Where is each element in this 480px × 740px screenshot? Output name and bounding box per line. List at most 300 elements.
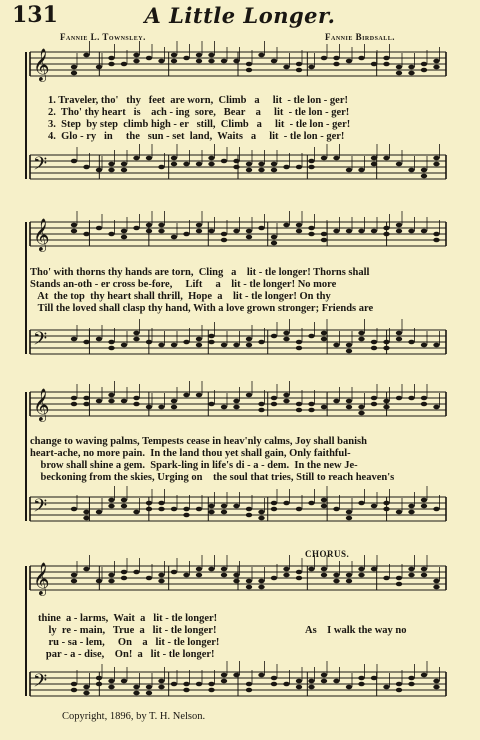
bass-note (408, 340, 414, 345)
treble-note (108, 56, 114, 61)
treble-note (208, 53, 214, 58)
treble-note (383, 399, 389, 404)
treble-note (308, 567, 314, 572)
treble-note (96, 579, 102, 584)
bass-note (333, 679, 339, 684)
bass-note (83, 691, 89, 696)
bass-note (321, 331, 327, 336)
bass-note (133, 691, 139, 696)
treble-note (396, 65, 402, 70)
bass-note (133, 331, 139, 336)
bass-note (171, 162, 177, 167)
bass-note (333, 507, 339, 512)
treble-note (296, 570, 302, 575)
bass-note (346, 343, 352, 348)
bass-note (183, 340, 189, 345)
treble-note (146, 56, 152, 61)
chorus-lyric: As I walk the way no (305, 625, 407, 636)
treble-note (183, 393, 189, 398)
treble-note (158, 223, 164, 228)
bass-note (83, 685, 89, 690)
bass-note (383, 156, 389, 161)
bass-note (371, 504, 377, 509)
bass-note (258, 168, 264, 173)
bass-note (321, 504, 327, 509)
bass-note (346, 516, 352, 521)
lyric-line: par - a - dise, On! a lit - tle longer! (38, 649, 215, 660)
treble-note (358, 567, 364, 572)
treble-note (296, 62, 302, 67)
treble-note (158, 405, 164, 410)
treble-note (196, 567, 202, 572)
treble-note (71, 229, 77, 234)
bass-note (358, 676, 364, 681)
treble-note (271, 402, 277, 407)
treble-note (171, 405, 177, 410)
bass-note (71, 682, 77, 687)
bass-note (408, 168, 414, 173)
bass-note (246, 337, 252, 342)
treble-note (258, 408, 264, 413)
treble-note (283, 399, 289, 404)
treble-note (308, 65, 314, 70)
bass-note (321, 337, 327, 342)
treble-note (233, 405, 239, 410)
treble-note (296, 402, 302, 407)
treble-note (433, 405, 439, 410)
bass-note (283, 682, 289, 687)
treble-note (121, 399, 127, 404)
treble-note (296, 576, 302, 581)
treble-note (396, 71, 402, 76)
treble-note (346, 229, 352, 234)
bass-note (108, 340, 114, 345)
treble-note (421, 402, 427, 407)
bass-note (358, 168, 364, 173)
treble-note (383, 405, 389, 410)
treble-note (146, 576, 152, 581)
treble-note (408, 71, 414, 76)
treble-note (321, 567, 327, 572)
treble-note (221, 232, 227, 237)
bass-note (396, 337, 402, 342)
bass-note (133, 685, 139, 690)
bass-note (196, 507, 202, 512)
bass-note (271, 682, 277, 687)
treble-note (246, 62, 252, 67)
treble-note (146, 229, 152, 234)
treble-note (383, 576, 389, 581)
bass-note (171, 343, 177, 348)
treble-note (283, 65, 289, 70)
treble-note (271, 241, 277, 246)
treble-note (271, 576, 277, 581)
treble-note (158, 59, 164, 64)
bass-note (308, 159, 314, 164)
bass-note (158, 501, 164, 506)
bass-note (321, 156, 327, 161)
bass-note (396, 331, 402, 336)
treble-note (433, 585, 439, 590)
bass-note (208, 162, 214, 167)
treble-note (396, 576, 402, 581)
bass-note (296, 340, 302, 345)
treble-note (246, 393, 252, 398)
bass-note (108, 685, 114, 690)
treble-note (296, 68, 302, 73)
bass-note (146, 156, 152, 161)
bass-note (271, 676, 277, 681)
bass-note (71, 337, 77, 342)
bass-note (133, 337, 139, 342)
bass-note (283, 337, 289, 342)
treble-note (96, 226, 102, 231)
bass-note (421, 168, 427, 173)
treble-note (208, 229, 214, 234)
treble-note (221, 567, 227, 572)
treble-note (71, 573, 77, 578)
bass-note (258, 340, 264, 345)
treble-note (408, 396, 414, 401)
bass-note (171, 156, 177, 161)
treble-note (221, 59, 227, 64)
treble-note (283, 393, 289, 398)
bass-clef: 𝄢 (33, 329, 48, 354)
treble-note (358, 405, 364, 410)
lyric-line: Tho' with thorns thy hands are torn, Cling a lit - tle longer! Thorns shall (30, 267, 370, 278)
treble-note (108, 579, 114, 584)
lyric-line: Till the loved shall clasp thy hand, With a love grown stronger; Friends are (30, 303, 374, 314)
treble-note (246, 229, 252, 234)
bass-note (258, 673, 264, 678)
lyricist-credit: Fannie L. Townsley. (60, 32, 146, 42)
treble-note (258, 53, 264, 58)
bass-note (133, 510, 139, 515)
treble-note (71, 396, 77, 401)
treble-note (108, 232, 114, 237)
treble-note (121, 570, 127, 575)
bass-note (246, 343, 252, 348)
bass-note (408, 682, 414, 687)
treble-note (296, 223, 302, 228)
treble-note (83, 396, 89, 401)
treble-note (371, 402, 377, 407)
treble-note (258, 585, 264, 590)
bass-note (296, 679, 302, 684)
treble-note (258, 226, 264, 231)
treble-note (321, 573, 327, 578)
treble-note (383, 226, 389, 231)
treble-note (396, 229, 402, 234)
bass-note (158, 343, 164, 348)
bass-note (371, 156, 377, 161)
lyric-line: change to waving palms, Tempests cease in heav'nly calms, Joy shall banish (30, 436, 367, 447)
treble-note (408, 573, 414, 578)
treble-note (246, 579, 252, 584)
treble-note (308, 402, 314, 407)
treble-note (233, 59, 239, 64)
bass-note (96, 676, 102, 681)
bass-note (183, 688, 189, 693)
treble-note (383, 232, 389, 237)
treble-note (408, 567, 414, 572)
bass-note (108, 679, 114, 684)
bass-note (346, 168, 352, 173)
treble-note (133, 402, 139, 407)
bass-note (108, 168, 114, 173)
bass-note (308, 685, 314, 690)
bass-note (433, 156, 439, 161)
treble-note (333, 573, 339, 578)
treble-note (158, 579, 164, 584)
treble-note (371, 62, 377, 67)
treble-note (183, 232, 189, 237)
treble-note (421, 68, 427, 73)
bass-note (208, 504, 214, 509)
treble-note (83, 232, 89, 237)
bass-note (296, 685, 302, 690)
bass-note (208, 340, 214, 345)
hymn-number: 131 (12, 2, 58, 28)
treble-note (383, 62, 389, 67)
bass-note (221, 504, 227, 509)
treble-note (308, 226, 314, 231)
treble-note (333, 62, 339, 67)
bass-note (308, 165, 314, 170)
bass-note (371, 346, 377, 351)
treble-note (133, 570, 139, 575)
treble-note (433, 65, 439, 70)
treble-note (208, 59, 214, 64)
bass-note (371, 162, 377, 167)
bass-note (171, 682, 177, 687)
bass-note (221, 673, 227, 678)
treble-note (421, 567, 427, 572)
bass-note (358, 331, 364, 336)
bass-note (208, 682, 214, 687)
treble-note (371, 567, 377, 572)
bass-note (308, 679, 314, 684)
treble-note (183, 56, 189, 61)
bass-note (121, 343, 127, 348)
bass-note (396, 688, 402, 693)
treble-note (208, 402, 214, 407)
bass-note (433, 162, 439, 167)
lyric-line: ly re - main, True a lit - tle longer! (38, 625, 217, 636)
treble-clef: 𝄞 (33, 388, 50, 421)
bass-note (96, 682, 102, 687)
bass-note (158, 507, 164, 512)
bass-note (321, 679, 327, 684)
bass-note (396, 682, 402, 687)
treble-note (196, 223, 202, 228)
treble-note (396, 396, 402, 401)
treble-note (133, 396, 139, 401)
treble-note (221, 405, 227, 410)
treble-note (333, 229, 339, 234)
bass-note (221, 159, 227, 164)
lyric-line: 3. Step by step climb high - er still, Climb a lit - tle lon - ger! (48, 119, 351, 130)
bass-note (383, 685, 389, 690)
bass-note (233, 343, 239, 348)
bass-note (171, 507, 177, 512)
treble-note (233, 399, 239, 404)
treble-clef: 𝄞 (33, 562, 50, 595)
bass-note (383, 501, 389, 506)
treble-note (71, 223, 77, 228)
treble-note (196, 229, 202, 234)
treble-note (371, 396, 377, 401)
bass-note (158, 679, 164, 684)
treble-note (308, 408, 314, 413)
hymn-title: A Little Longer. (144, 3, 336, 28)
treble-note (283, 223, 289, 228)
bass-note (246, 682, 252, 687)
treble-note (121, 235, 127, 240)
treble-note (321, 238, 327, 243)
bass-note (333, 343, 339, 348)
treble-note (433, 238, 439, 243)
treble-note (221, 238, 227, 243)
treble-note (108, 62, 114, 67)
treble-note (133, 226, 139, 231)
treble-note (333, 579, 339, 584)
treble-note (346, 405, 352, 410)
bass-note (108, 498, 114, 503)
treble-note (333, 399, 339, 404)
treble-note (233, 229, 239, 234)
bass-note (321, 498, 327, 503)
bass-note (296, 346, 302, 351)
treble-note (333, 56, 339, 61)
bass-note (71, 688, 77, 693)
treble-note (121, 576, 127, 581)
treble-clef: 𝄞 (33, 48, 50, 81)
treble-note (358, 411, 364, 416)
bass-note (358, 337, 364, 342)
bass-note (121, 498, 127, 503)
bass-note (146, 340, 152, 345)
treble-note (246, 68, 252, 73)
treble-note (108, 573, 114, 578)
bass-note (96, 337, 102, 342)
bass-note (358, 682, 364, 687)
treble-note (283, 567, 289, 572)
treble-note (346, 399, 352, 404)
treble-note (271, 59, 277, 64)
bass-note (433, 507, 439, 512)
treble-note (108, 393, 114, 398)
bass-clef: 𝄢 (33, 154, 48, 179)
treble-note (371, 229, 377, 234)
treble-note (146, 405, 152, 410)
treble-note (158, 229, 164, 234)
bass-note (271, 162, 277, 167)
treble-note (246, 235, 252, 240)
treble-note (321, 56, 327, 61)
bass-note (108, 162, 114, 167)
bass-note (183, 507, 189, 512)
treble-note (358, 229, 364, 234)
copyright-notice: Copyright, 1896, by T. H. Nelson. (62, 711, 206, 722)
treble-note (396, 223, 402, 228)
treble-note (171, 399, 177, 404)
bass-note (196, 682, 202, 687)
bass-note (346, 349, 352, 354)
bass-note (308, 334, 314, 339)
treble-note (346, 573, 352, 578)
bass-note (221, 510, 227, 515)
treble-note (133, 59, 139, 64)
bass-note (71, 507, 77, 512)
bass-note (296, 507, 302, 512)
bass-note (221, 679, 227, 684)
bass-note (308, 501, 314, 506)
treble-note (346, 59, 352, 64)
treble-note (421, 62, 427, 67)
bass-note (433, 343, 439, 348)
composer-credit: Fannie Birdsall. (325, 32, 396, 42)
treble-note (71, 579, 77, 584)
lyric-line: ru - sa - lem, On a lit - tle longer! (38, 637, 220, 648)
treble-note (358, 56, 364, 61)
treble-note (433, 579, 439, 584)
treble-note (233, 573, 239, 578)
bass-note (246, 162, 252, 167)
treble-note (408, 229, 414, 234)
bass-note (146, 691, 152, 696)
treble-note (433, 59, 439, 64)
treble-note (183, 573, 189, 578)
treble-note (83, 567, 89, 572)
treble-note (108, 399, 114, 404)
bass-note (371, 340, 377, 345)
treble-note (83, 402, 89, 407)
bass-note (408, 504, 414, 509)
bass-note (396, 162, 402, 167)
treble-note (121, 229, 127, 234)
bass-note (158, 685, 164, 690)
bass-note (321, 673, 327, 678)
treble-note (271, 235, 277, 240)
bass-note (183, 513, 189, 518)
treble-note (133, 53, 139, 58)
treble-note (421, 229, 427, 234)
bass-note (283, 501, 289, 506)
treble-note (121, 62, 127, 67)
bass-note (246, 507, 252, 512)
treble-note (196, 573, 202, 578)
bass-note (121, 168, 127, 173)
bass-note (221, 343, 227, 348)
bass-note (158, 165, 164, 170)
treble-note (421, 396, 427, 401)
bass-note (208, 688, 214, 693)
treble-note (171, 570, 177, 575)
bass-note (233, 159, 239, 164)
bass-note (96, 510, 102, 515)
treble-note (233, 579, 239, 584)
chorus-label: CHORUS. (305, 549, 350, 559)
lyric-line: heart-ache, no more pain. In the land thou yet shall gain, Only faithful- (30, 448, 351, 459)
bass-note (208, 156, 214, 161)
bass-note (271, 507, 277, 512)
treble-note (171, 59, 177, 64)
treble-note (433, 232, 439, 237)
lyric-line: 4. Glo - ry in the sun - set land, Waits a lit - tle lon - ger! (48, 131, 345, 142)
treble-clef: 𝄞 (33, 218, 50, 251)
bass-note (183, 162, 189, 167)
